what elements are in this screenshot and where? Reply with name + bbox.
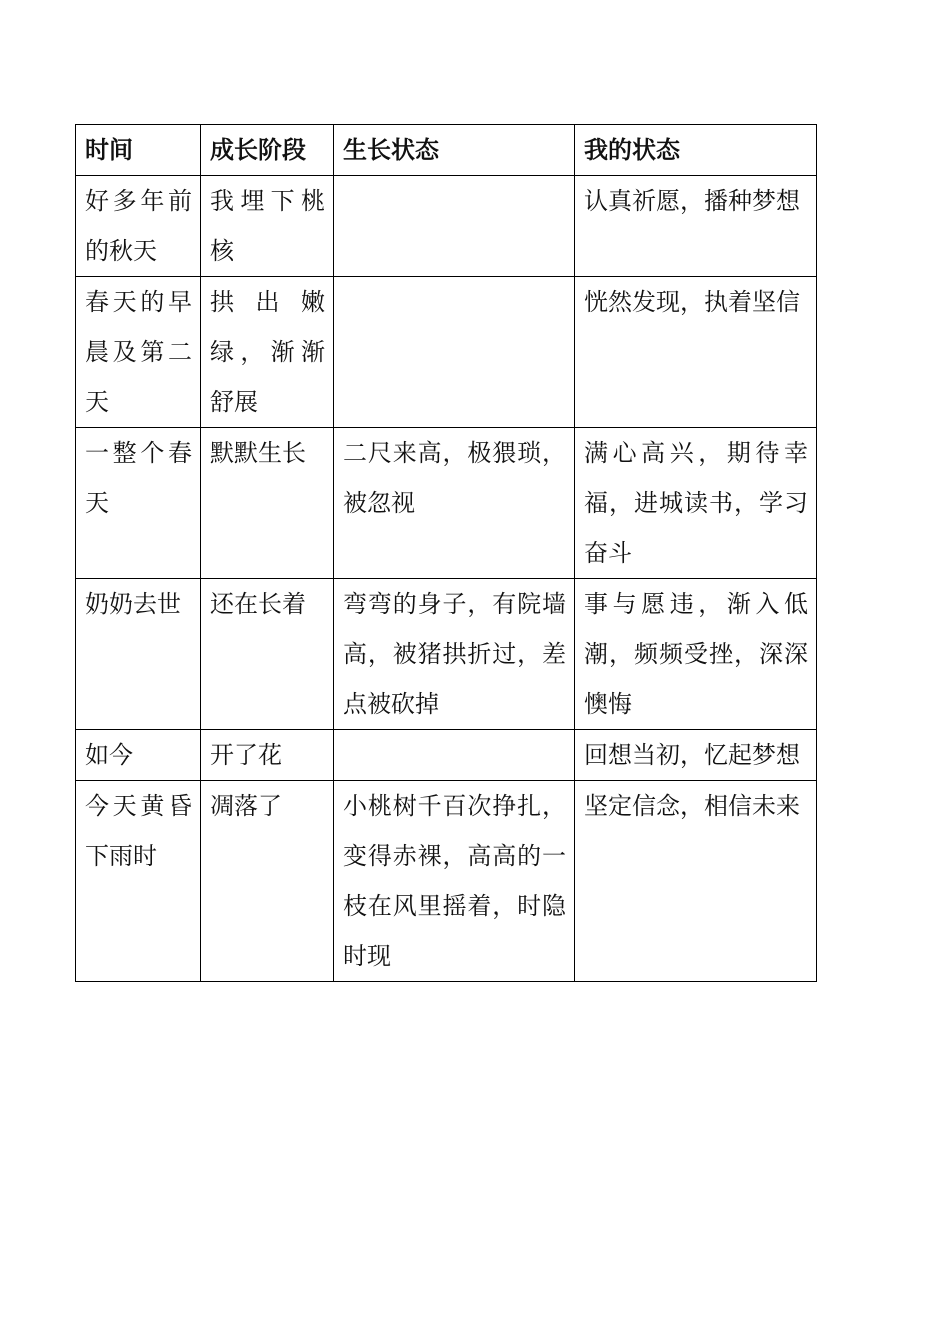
cell-growth-stage: 拱出嫩绿，渐渐舒展 xyxy=(201,277,334,428)
header-time: 时间 xyxy=(76,125,201,176)
table-row xyxy=(76,277,817,428)
table-row xyxy=(76,428,817,579)
cell-growth-stage: 默默生长 xyxy=(201,428,334,579)
cell-my-state: 恍然发现，执着坚信 xyxy=(575,277,817,428)
peach-tree-growth-table xyxy=(75,124,817,982)
cell-growth-stage: 还在长着 xyxy=(201,579,334,730)
table-header-row xyxy=(76,125,817,176)
cell-growth-state: 小桃树千百次挣扎，变得赤裸，高高的一枝在风里摇着，时隐时现 xyxy=(334,781,575,982)
cell-time: 春天的早晨及第二天 xyxy=(76,277,201,428)
cell-growth-stage: 开了花 xyxy=(201,730,334,781)
table-row xyxy=(76,730,817,781)
table-row xyxy=(76,781,817,982)
cell-my-state: 事与愿违，渐入低潮，频频受挫，深深懊悔 xyxy=(575,579,817,730)
cell-my-state: 认真祈愿，播种梦想 xyxy=(575,176,817,277)
cell-my-state: 坚定信念，相信未来 xyxy=(575,781,817,982)
cell-time: 奶奶去世 xyxy=(76,579,201,730)
cell-growth-state: 弯弯的身子，有院墙高，被猪拱折过，差点被砍掉 xyxy=(334,579,575,730)
cell-growth-stage: 凋落了 xyxy=(201,781,334,982)
cell-my-state: 回想当初，忆起梦想 xyxy=(575,730,817,781)
cell-growth-stage: 我埋下桃核 xyxy=(201,176,334,277)
header-growth-stage: 成长阶段 xyxy=(201,125,334,176)
cell-time: 一整个春天 xyxy=(76,428,201,579)
table-row xyxy=(76,579,817,730)
cell-time: 今天黄昏下雨时 xyxy=(76,781,201,982)
cell-growth-state xyxy=(334,730,575,781)
header-growth-state: 生长状态 xyxy=(334,125,575,176)
cell-growth-state xyxy=(334,176,575,277)
cell-time: 如今 xyxy=(76,730,201,781)
cell-my-state: 满心高兴，期待幸福，进城读书，学习奋斗 xyxy=(575,428,817,579)
header-my-state: 我的状态 xyxy=(575,125,817,176)
cell-growth-state: 二尺来高，极猥琐，被忽视 xyxy=(334,428,575,579)
cell-growth-state xyxy=(334,277,575,428)
cell-time: 好多年前的秋天 xyxy=(76,176,201,277)
table-row xyxy=(76,176,817,277)
